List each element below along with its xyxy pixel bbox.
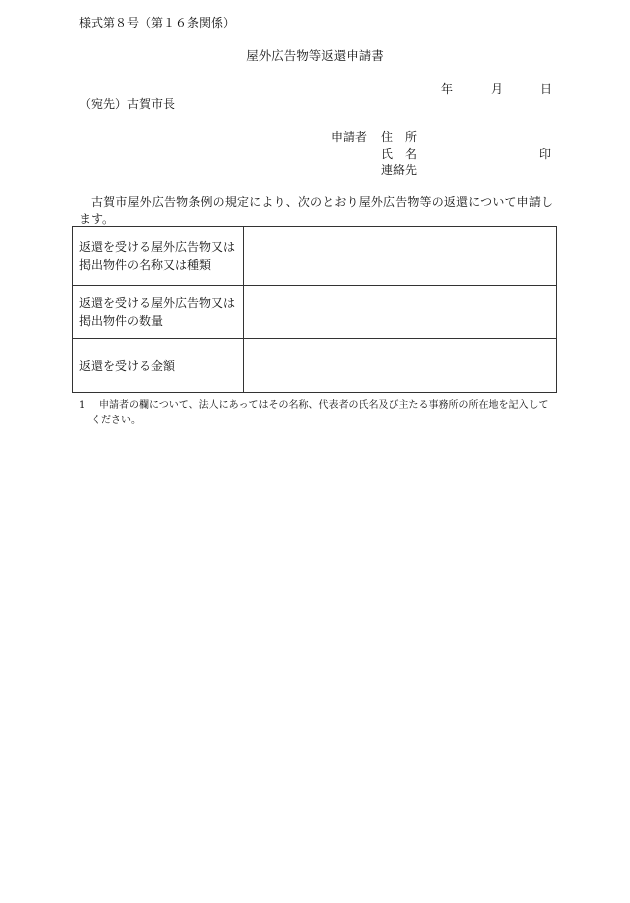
applicant-address-label: 住 所 [381,130,418,144]
form-number: 様式第８号（第１６条関係） [79,16,236,30]
seal-mark: 印 [539,147,552,161]
footnote-text: 申請者の欄について、法人にあってはその名称、代表者の氏名及び主たる事務所の所在地を記入してください。 [91,400,549,426]
applicant-label: 申請者 [331,130,368,144]
row-label-item-name: 返還を受ける屋外広告物又は掲出物件の名称又は種類 [73,227,244,286]
date-month-label: 月 [491,82,504,96]
date-day-label: 日 [540,82,553,96]
row-value-item-name[interactable] [244,227,557,286]
application-table [72,226,557,393]
applicant-contact-label: 連絡先 [381,163,418,177]
body-paragraph: 古賀市屋外広告物条例の規定により、次のとおり屋外広告物等の返還について申請します。 [79,195,553,226]
table-row [73,339,557,393]
date-year-label: 年 [441,82,454,96]
footnote [79,398,555,428]
row-value-quantity[interactable] [244,286,557,339]
row-value-amount[interactable] [244,339,557,393]
addressee: （宛先）古賀市長 [79,97,176,111]
applicant-name-label: 氏 名 [381,147,418,161]
table-row [73,227,557,286]
table-row [73,286,557,339]
document-title: 屋外広告物等返還申請書 [246,48,384,63]
row-label-quantity: 返還を受ける屋外広告物又は掲出物件の数量 [73,286,244,339]
row-label-amount: 返還を受ける金額 [73,339,244,393]
footnote-number: 1 [79,400,86,411]
